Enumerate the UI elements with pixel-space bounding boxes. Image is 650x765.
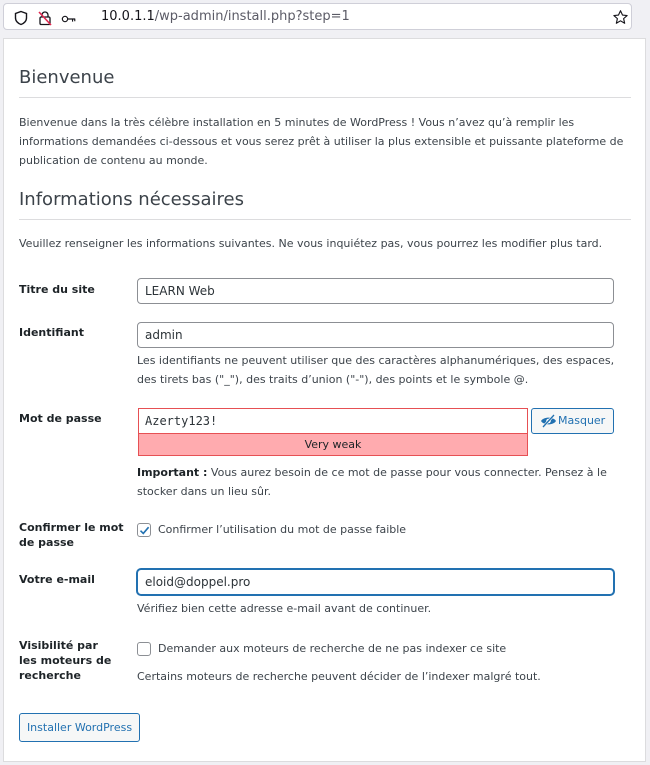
discourage-search-checkbox[interactable]: [137, 642, 151, 656]
password-input[interactable]: Azerty123!: [138, 408, 528, 434]
divider: [19, 97, 631, 98]
url-text[interactable]: [101, 9, 350, 24]
site-title-label: Titre du site: [19, 283, 95, 296]
username-input[interactable]: [137, 322, 614, 348]
password-strength-meter: Very weak: [138, 434, 528, 456]
install-page: [3, 38, 646, 762]
username-label: Identifiant: [19, 326, 84, 339]
confirm-weak-password-label[interactable]: Confirmer l’utilisation du mot de passe faible: [158, 523, 407, 536]
email-input[interactable]: [137, 569, 614, 595]
welcome-text: Bienvenue dans la très célèbre installation en 5 minutes de WordPress ! Vous n’avez qu’à remplir les informations demandées ci-dessous et vous serez prêt à utiliser la plus extensible et puissante plateforme de publication de contenu au monde.: [19, 116, 624, 167]
confirm-weak-password-checkbox[interactable]: [137, 523, 151, 537]
welcome-title: Bienvenue: [19, 67, 115, 88]
checkmark-icon: [139, 525, 150, 536]
discourage-search-label[interactable]: Demander aux moteurs de recherche de ne pas indexer ce site: [158, 642, 507, 655]
password-label: Mot de passe: [19, 412, 102, 425]
url-host: 10.0.1.1: [101, 9, 155, 24]
shield-icon[interactable]: [13, 10, 29, 26]
browser-toolbar: [0, 0, 650, 36]
hide-password-label: Masquer: [558, 414, 606, 427]
insecure-lock-icon[interactable]: [37, 10, 53, 26]
url-bar[interactable]: [3, 3, 632, 30]
divider: [19, 219, 631, 220]
email-label: Votre e-mail: [19, 573, 95, 586]
important-text: Vous aurez besoin de ce mot de passe pour vous connecter. Pensez à le stocker dans un lieu sûr.: [137, 466, 607, 498]
info-subtitle: Veuillez renseigner les informations suivantes. Ne vous inquiétez pas, vous pourrez les modifier plus tard.: [19, 237, 603, 250]
key-icon[interactable]: [61, 11, 77, 27]
install-wordpress-button[interactable]: Installer WordPress: [19, 713, 140, 742]
bookmark-star-icon[interactable]: [612, 9, 629, 26]
hide-password-button[interactable]: [531, 408, 614, 434]
important-label: Important :: [137, 466, 208, 479]
info-title: Informations nécessaires: [19, 189, 244, 210]
eye-slash-icon: [540, 414, 557, 428]
search-visibility-description: Certains moteurs de recherche peuvent décider de l’indexer malgré tout.: [137, 670, 541, 683]
username-description: Les identifiants ne peuvent utiliser que des caractères alphanumériques, des espaces, des tirets bas ("_"), des traits d’union ("-"), des points et le symbole @.: [137, 354, 615, 386]
confirm-password-label: Confirmer le mot de passe: [19, 521, 124, 549]
email-description: Vérifiez bien cette adresse e-mail avant de continuer.: [137, 602, 432, 615]
search-visibility-label: Visibilité par les moteurs de recherche: [19, 639, 112, 682]
password-important-note: [137, 463, 607, 501]
site-title-input[interactable]: [137, 278, 614, 304]
url-path: /wp-admin/install.php?step=1: [154, 9, 350, 24]
